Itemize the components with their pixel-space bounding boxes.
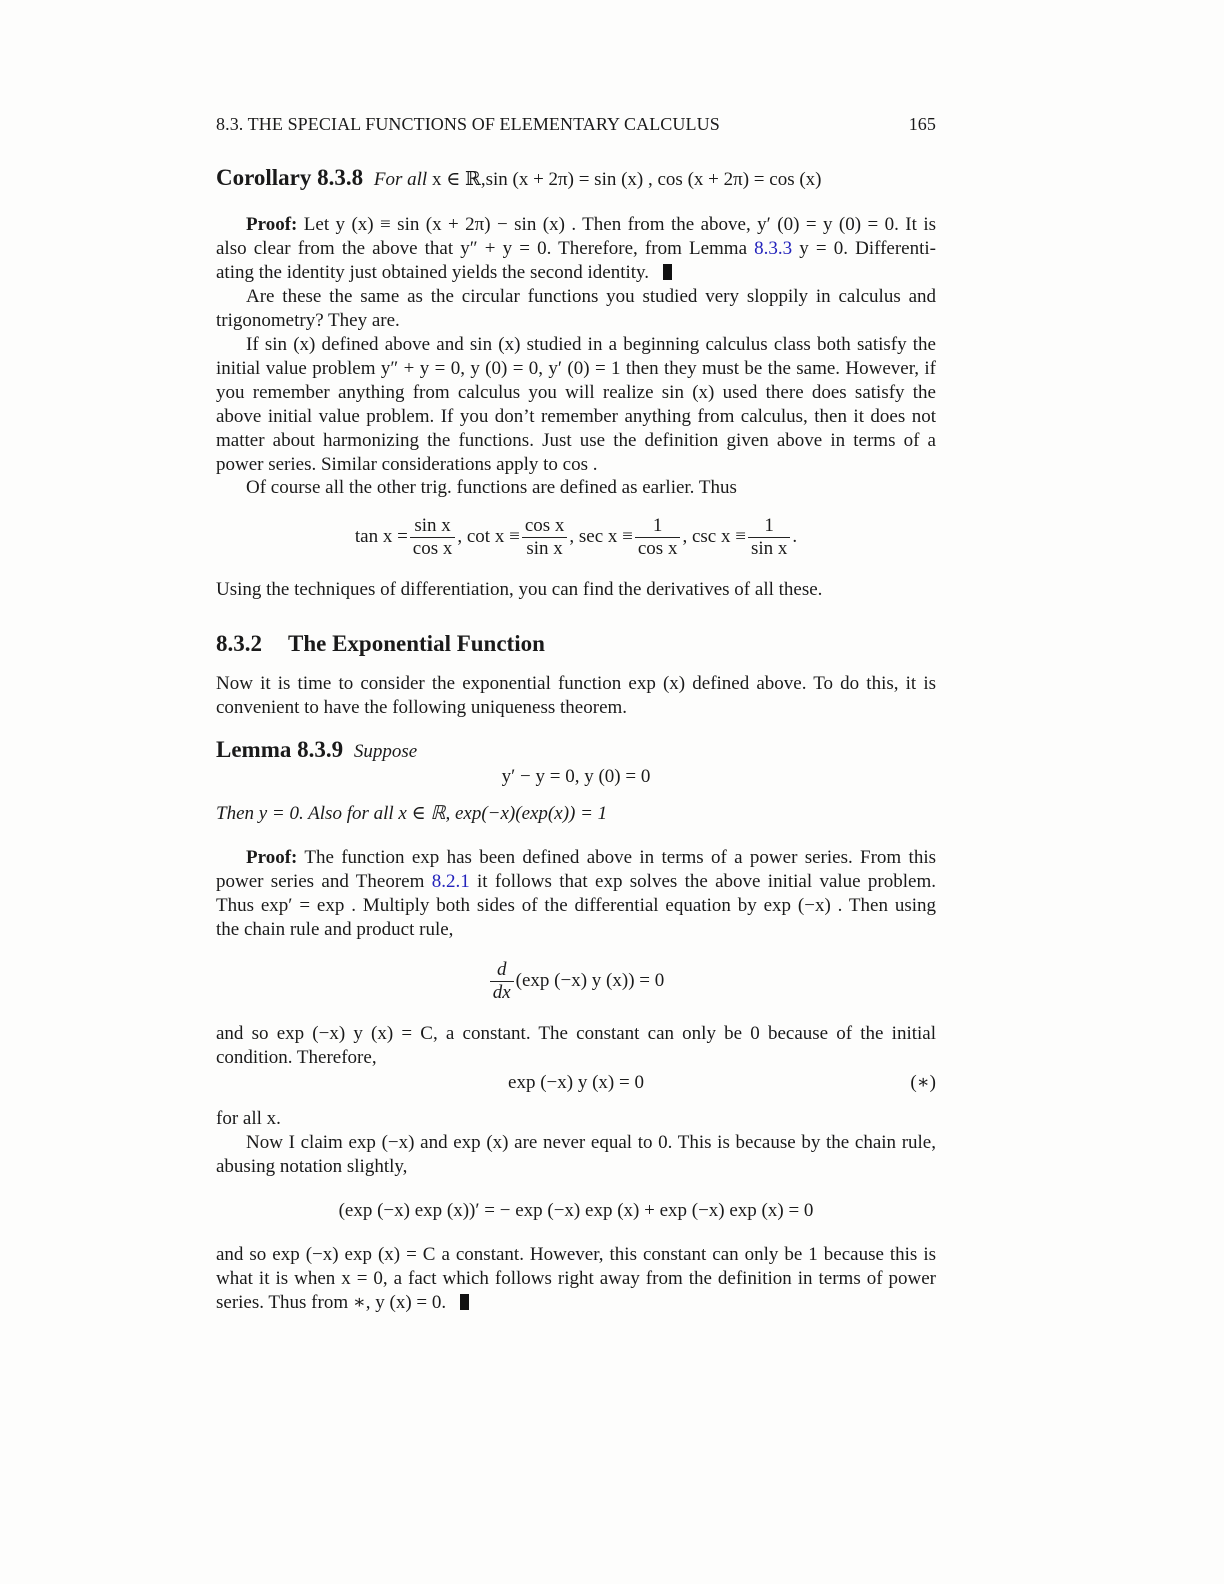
lemma-link[interactable]: 8.3.3 xyxy=(754,238,793,259)
lemma-conclusion-text: Then y = 0. Also for all x ∈ ℝ, exp(−x)(exp(x)) = 1 xyxy=(216,803,608,824)
proof-text: Let y (x) ≡ sin (x + 2π) − sin (x) . Then from the above, y′ (0) = y (0) = 0. It is xyxy=(297,214,936,235)
product-rule-equation: (exp (−x) exp (x))′ = − exp (−x) exp (x) + exp (−x) exp (x) = 0 xyxy=(338,1200,814,1221)
proof-label: Proof: xyxy=(246,847,298,868)
running-header xyxy=(216,113,936,135)
paragraph-final xyxy=(216,1243,936,1315)
proof-text: ating the identity just obtained yields the second identity. xyxy=(216,262,650,283)
corollary xyxy=(216,166,936,192)
star-equation-body: exp (−x) y (x) = 0 xyxy=(508,1072,644,1093)
proof-text: it follows that exp solves the above initial value problem. xyxy=(469,871,936,892)
cot-denominator: sin x xyxy=(526,538,563,560)
paragraph-claim: Now I claim exp (−x) and exp (x) are never equal to 0. This is because by the chain rule, abusing notation slightly, xyxy=(216,1132,936,1177)
sec-numerator: 1 xyxy=(635,515,681,538)
theorem-link[interactable]: 8.2.1 xyxy=(431,871,470,892)
cot-lhs: , cot x ≡ xyxy=(457,526,520,547)
paragraph-trig: Of course all the other trig. functions are defined as earlier. Thus xyxy=(246,477,737,498)
csc-numerator: 1 xyxy=(748,515,790,538)
paragraph-final-text: and so exp (−x) exp (x) = C a constant. However, this constant can only be 1 because this is what it is when x = 0, a fact which follows right away from the definition in terms of power series. Thus from ∗, y (x) = 0. xyxy=(216,1244,936,1313)
sec-denominator: cos x xyxy=(637,538,678,560)
lemma-conclusion xyxy=(216,802,936,826)
proof-text: the chain rule and product rule, xyxy=(216,919,454,940)
paragraph-ivp: If sin (x) defined above and sin (x) studied in a beginning calculus class both satisfy the initial value problem y″ + y = 0, y (0) = 0, y′ (0) = 1 then they must be the same. However, if you remember anything from calculus you will realize sin (x) used there does satisfy the above initial value problem. If you don’t remember anything from calculus, then it does not matter about harmonizing the functions. Just use the definition given above in terms of a power series. Similar considerations apply to cos . xyxy=(216,334,936,475)
section-number: 8.3.2 xyxy=(216,631,262,656)
ddx-denominator: dx xyxy=(492,982,511,1004)
tan-fraction xyxy=(410,515,456,560)
csc-denominator: sin x xyxy=(750,538,788,560)
corollary-prefix: For all xyxy=(373,169,432,190)
proof-corollary xyxy=(216,213,936,285)
tan-denominator: cos x xyxy=(412,538,453,560)
proof-lemma xyxy=(216,846,936,942)
cot-fraction xyxy=(522,515,568,560)
page-number: 165 xyxy=(908,114,936,134)
section-title: The Exponential Function xyxy=(288,631,545,656)
section-heading xyxy=(216,630,936,658)
csc-fraction xyxy=(748,515,790,560)
paragraph-circular: Are these the same as the circular functions you studied very sloppily in calculus and trigonometry? They are. xyxy=(216,286,936,331)
lemma-label: Lemma 8.3.9 xyxy=(216,737,344,762)
ddx-rest: (exp (−x) y (x)) = 0 xyxy=(515,970,665,991)
trig-period: . xyxy=(792,526,798,547)
proof-label: Proof: xyxy=(246,214,298,235)
tan-lhs: tan x = xyxy=(354,526,408,547)
tan-numerator: sin x xyxy=(410,515,456,538)
paragraph-exponential: Now it is time to consider the exponential function exp (x) defined above. To do this, it is convenient to have the following uniqueness theorem. xyxy=(216,673,936,718)
for-all-x: for all x. xyxy=(216,1108,281,1129)
csc-lhs: , csc x ≡ xyxy=(682,526,746,547)
proof-text: power series and Theorem xyxy=(216,871,432,892)
lemma xyxy=(216,738,936,764)
cot-numerator: cos x xyxy=(522,515,568,538)
ddx-fraction xyxy=(490,959,514,1004)
paragraph-derivatives: Using the techniques of differentiation, you can find the derivatives of all these. xyxy=(216,579,823,600)
running-title: 8.3. THE SPECIAL FUNCTIONS OF ELEMENTARY CALCULUS xyxy=(216,114,720,134)
corollary-label: Corollary 8.3.8 xyxy=(216,165,364,190)
star-equation xyxy=(216,1071,936,1095)
ddx-numerator: d xyxy=(490,959,514,982)
equation-tag: (∗) xyxy=(910,1072,936,1093)
proof-text: The function exp has been defined above in terms of a power series. From this xyxy=(297,847,936,868)
proof-text: also clear from the above that y″ + y = 0. Therefore, from Lemma xyxy=(216,238,755,259)
corollary-math: x ∈ ℝ,sin (x + 2π) = sin (x) , cos (x + 2π) = cos (x) xyxy=(431,169,822,190)
qed-mark xyxy=(460,1294,469,1310)
proof-text: y = 0. Differenti- xyxy=(792,238,936,259)
paragraph-constant: and so exp (−x) y (x) = C, a constant. The constant can only be 0 because of the initial condition. Therefore, xyxy=(216,1023,936,1068)
trig-definitions xyxy=(216,514,936,560)
lemma-equation: y′ − y = 0, y (0) = 0 xyxy=(501,766,651,787)
derivative-equation xyxy=(216,958,936,1004)
sec-lhs: , sec x ≡ xyxy=(569,526,633,547)
qed-mark xyxy=(663,264,672,280)
proof-text: Thus exp′ = exp . Multiply both sides of the differential equation by exp (−x) . Then using xyxy=(216,895,936,916)
lemma-suppose: Suppose xyxy=(353,741,418,762)
sec-fraction xyxy=(635,515,681,560)
